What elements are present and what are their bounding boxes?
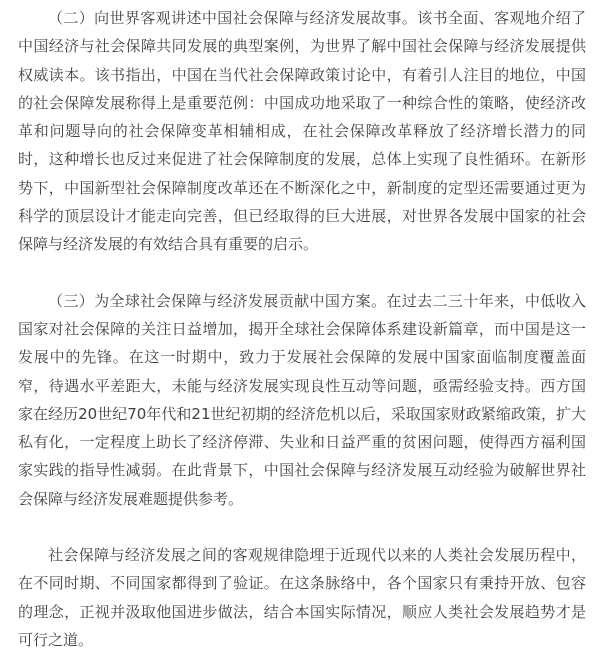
paragraph-global-story: （二）向世界客观讲述中国社会保障与经济发展故事。该书全面、客观地介绍了中国经济与社会保障共同发展的典型案例，为世界了解中国社会保障与经济发展提供权威读本。该书指出，中国在当代社会保障政策讨论中，有着引人注目的地位，中国的社会保障发展称得上是重要范例：中国成功地采取了一种综合性的策略，使经济改革和问题导向的社会保障变革相辅相成，在社会保障改革释放了经济增长潜力的同时，这种增长也反过来促进了社会保障制度的发展，总体上实现了良性循环。在新形势下，中国新型社会保障制度改革还在不断深化之中，新制度的定型还需要通过更为科学的顶层设计才能走向完善，但已经取得的巨大进展，对世界各发展中国家的社会保障与经济发展的有效结合具有重要的启示。: [18, 9, 586, 254]
article-body: [18, 4, 586, 654]
paragraph-china-solution: （三）为全球社会保障与经济发展贡献中国方案。在过去二三十年来，中低收入国家对社会保障的关注日益增加，揭开全球社会保障体系建设新篇章，而中国是这一发展中的先锋。在这一时期中，致力于发展社会保障的发展中国家面临制度覆盖面窄，待遇水平差距大，未能与经济发展实现良性互动等问题，亟需经验支持。西方国家在经历20世纪70年代和21世纪初期的经济危机以后，采取国家财政紧缩政策，扩大私有化，一定程度上助长了经济停滞、失业和日益严重的贫困问题，使得西方福利国家实践的指导性减弱。在此背景下，中国社会保障与经济发展互动经验为破解世界社会保障与经济发展难题提供参考。: [18, 291, 586, 508]
paragraph-conclusion: 社会保障与经济发展之间的客观规律隐埋于近现代以来的人类社会发展历程中，在不同时期、不同国家都得到了验证。在这条脉络中，各个国家只有秉持开放、包容的理念，正视并汲取他国进步做法，结合本国实际情况，顺应人类社会发展趋势才是可行之道。: [18, 546, 586, 649]
